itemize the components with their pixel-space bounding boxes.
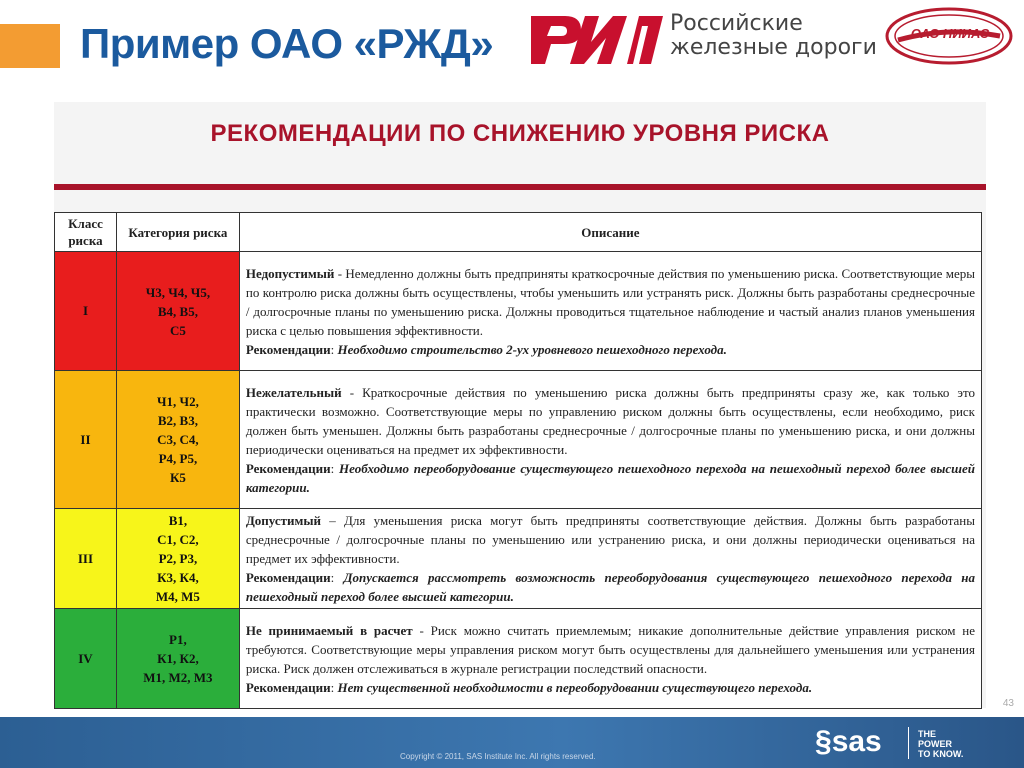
copyright-text: Copyright © 2011, SAS Institute Inc. All rights reserved. — [400, 752, 596, 761]
sas-logo-icon: § — [815, 725, 832, 758]
risk-table — [54, 212, 982, 709]
category-line: В4, В5, — [157, 303, 198, 319]
orange-accent-block — [0, 24, 60, 68]
recommendation-text: Допускается рассмотреть возможность переоборудования существующего пешеходного перехода на пешеходный переход более высшей категории. — [245, 570, 975, 604]
risk-class-cell: I — [55, 252, 117, 371]
rzd-logo-icon — [527, 10, 665, 68]
header-category: Категория риска — [116, 213, 239, 252]
risk-description-cell: Не принимаемый в расчет - Риск можно считать приемлемым; никакие дополнительные действие управления риском не требуются. Соответствующие меры управления риском могут быть осуществлены для дальнейшего уменьшения или устранения риска. Риск должен отслеживаться в журнале регистрации последствий опасности. Рекомендации: Нет существенной необходимости в переоборудовании существующего перехода. — [239, 609, 981, 709]
slide-title: Пример ОАО «РЖД» — [80, 20, 494, 67]
risk-description-text: - Риск можно считать приемлемым; никакие дополнительные действие управления риском не требуются. Соответствующие меры управления риском могут быть осуществлены для дальнейшего уменьшения или устранения риска. Риск должен отслеживаться в журнале регистрации последствий опасности. — [245, 622, 975, 676]
risk-description-cell: Допустимый – Для уменьшения риска могут быть предприняты соответствующие действия. Должны быть разработаны среднесрочные / долгосрочные планы по уменьшению или устранению риска, и они должны периодически оцениваться на предмет их эффективности. Рекомендации: Допускается рассмотреть возможность переоборудования существующего пешеходного перехода на пешеходный переход более высшей категории. — [239, 509, 981, 609]
niias-logo-icon — [884, 6, 1014, 66]
header-class: Класс риска — [55, 213, 117, 252]
heading-divider — [54, 184, 986, 190]
recommendation-text: Необходимо переоборудование существующего пешеходного перехода на пешеходный переход более высшей категории. — [245, 460, 975, 495]
table-row-class-4 — [55, 609, 982, 709]
tagline-line: POWER — [918, 739, 953, 749]
rzd-name-line1: Российские — [670, 11, 803, 36]
table-header-row — [55, 213, 982, 252]
sas-logo — [815, 725, 882, 759]
category-line: Ч1, Ч2, — [156, 394, 199, 409]
sas-tagline — [918, 729, 963, 759]
category-line: К3, К4, — [157, 570, 199, 585]
category-line: Р1, — [169, 632, 187, 647]
header-description: Описание — [239, 213, 981, 252]
tagline-line: THE — [918, 729, 936, 739]
category-line: С1, С2, — [157, 532, 199, 547]
svg-text:ОАО НИИАС: ОАО НИИАС — [910, 26, 990, 41]
rzd-name-line2: железные дороги — [670, 35, 877, 60]
risk-level-label: Не принимаемый в расчет — [245, 622, 413, 638]
risk-description-cell: Нежелательный - Краткосрочные действия по уменьшению риска должны быть предприняты сразу же, как только это практически возможно. Соответствующие меры по управлению риском должны быть осуществлены, если необходимо, риск должен быть уменьшен. Должны быть разработаны среднесрочные / долгосрочные планы по уменьшению риска, и они должны периодически оцениваться на предмет их эффективности. Рекомендации: Необходимо переоборудование существующего пешеходного перехода на пешеходный переход более высшей категории. — [239, 371, 981, 509]
risk-category-cell — [116, 509, 239, 609]
category-line: К5 — [169, 470, 186, 485]
recommendation-text: Нет существенной необходимости в переоборудовании существующего перехода. — [337, 679, 813, 695]
risk-description-text: - Немедленно должны быть предприняты краткосрочные действия по уменьшению риска. Соответствующие меры по контролю риска должны быть осуществлены, чтобы уменьшить или устранять риск. Должны быть разработаны среднесрочные / долгосрочные планы по уменьшению риска. Должны проводиться тщательное наблюдение и частый анализ планов уменьшения риска с целью повышения эффективности. — [245, 265, 975, 338]
category-line: М4, М5 — [155, 589, 200, 604]
risk-level-label: Нежелательный — [245, 384, 342, 400]
recommendation-label: Рекомендации — [245, 460, 331, 476]
risk-category-cell — [116, 371, 239, 509]
recommendation-label: Рекомендации — [245, 679, 331, 695]
recommendation-label: Рекомендации — [245, 570, 331, 585]
logo-divider — [908, 727, 909, 759]
footer-bar — [0, 717, 1024, 768]
category-line: В1, — [168, 513, 188, 528]
tagline-line: TO KNOW. — [918, 749, 964, 759]
category-line: С5 — [169, 322, 186, 338]
category-line: С3, С4, — [157, 432, 199, 447]
category-line: Р4, Р5, — [158, 451, 198, 466]
category-line: К1, К2, — [157, 651, 199, 666]
document-page — [54, 102, 986, 708]
risk-class-cell: II — [55, 371, 117, 509]
rzd-name — [670, 12, 877, 60]
document-heading: РЕКОМЕНДАЦИИ ПО СНИЖЕНИЮ УРОВНЯ РИСКА — [210, 120, 830, 147]
risk-description-text: - Краткосрочные действия по уменьшению риска должны быть предприняты сразу же, как только это практически возможно. Соответствующие меры по управлению риском должны быть осуществлены, если необходимо, риск должен быть уменьшен. Должны быть разработаны среднесрочные / долгосрочные планы по уменьшению риска, и они должны периодически оцениваться на предмет их эффективности. — [245, 384, 975, 457]
risk-description-cell: Недопустимый - Немедленно должны быть предприняты краткосрочные действия по уменьшению риска. Соответствующие меры по контролю риска должны быть осуществлены, чтобы уменьшить или устранять риск. Должны быть разработаны среднесрочные / долгосрочные планы по уменьшению риска. Должны проводиться тщательное наблюдение и частый анализ планов уменьшения риска с целью повышения эффективности. Рекомендации: Необходимо строительство 2-ух уровневого пешеходного перехода. — [239, 252, 981, 371]
category-line: Р2, Р3, — [158, 551, 198, 566]
table-row-class-2 — [55, 371, 982, 509]
sas-brand-text: sas — [831, 725, 882, 758]
risk-category-cell — [116, 609, 239, 709]
risk-level-label: Недопустимый — [245, 265, 335, 281]
risk-class-cell: IV — [55, 609, 117, 709]
table-row-class-1 — [55, 252, 982, 371]
recommendation-text: Необходимо строительство 2-ух уровневого пешеходного перехода. — [337, 341, 727, 357]
category-line: В2, В3, — [157, 413, 198, 428]
category-line: Ч3, Ч4, Ч5, — [145, 284, 211, 300]
table-row-class-3 — [55, 509, 982, 609]
category-line: М1, М2, М3 — [143, 670, 213, 685]
risk-level-label: Допустимый — [245, 513, 322, 528]
risk-category-cell — [116, 252, 239, 371]
page-number: 43 — [1002, 698, 1014, 709]
recommendation-label: Рекомендации — [245, 341, 331, 357]
risk-description-text: – Для уменьшения риска могут быть предприняты соответствующие действия. Должны быть разработаны среднесрочные / долгосрочные планы по уменьшению или устранению риска, и они должны периодически оцениваться на предмет их эффективности. — [245, 513, 975, 566]
risk-class-cell: III — [55, 509, 117, 609]
